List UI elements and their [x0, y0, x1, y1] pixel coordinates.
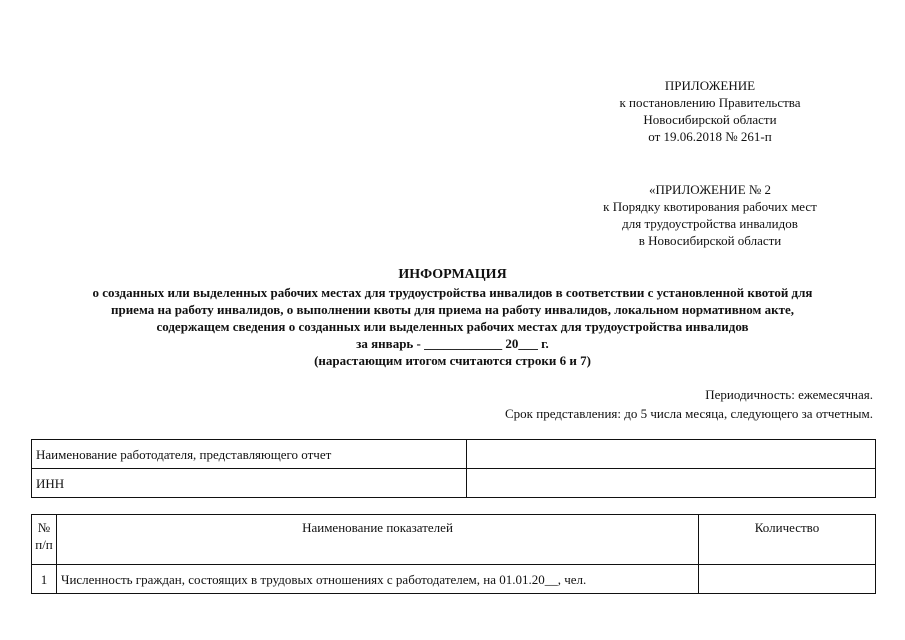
- appendix-2-block: [560, 181, 860, 249]
- periodicity-text: Периодичность: ежемесячная.: [705, 387, 873, 402]
- appendix-line: к постановлению Правительства: [619, 95, 801, 110]
- appendix-block: [560, 77, 860, 145]
- employer-table: [31, 439, 876, 498]
- quantity-field[interactable]: [699, 565, 876, 594]
- deadline-text: Срок представления: до 5 числа месяца, следующего за отчетным.: [505, 406, 873, 421]
- table-row: [32, 565, 876, 594]
- inn-field[interactable]: [467, 469, 876, 498]
- appendix-2-line: к Порядку квотирования рабочих мест: [603, 199, 817, 214]
- column-header-number: № п/п: [32, 515, 57, 565]
- indicators-table: [31, 514, 876, 594]
- heading-line: о созданных или выделенных рабочих местах для трудоустройства инвалидов в соответствии с установленной квотой для: [92, 285, 813, 300]
- row-number: 1: [32, 565, 57, 594]
- appendix-2-title: «ПРИЛОЖЕНИЕ № 2: [648, 182, 772, 197]
- employer-name-field[interactable]: [467, 440, 876, 469]
- report-period: за январь - ____________ 20___ г.: [356, 336, 549, 351]
- table-row: [32, 440, 876, 469]
- document-heading: [20, 266, 885, 369]
- appendix-title: ПРИЛОЖЕНИЕ: [664, 78, 756, 93]
- appendix-2-line: в Новосибирской области: [638, 233, 782, 248]
- employer-name-label: Наименование работодателя, представляющего отчет: [32, 440, 467, 469]
- appendix-line: Новосибирской области: [643, 112, 777, 127]
- indicator-name: Численность граждан, состоящих в трудовых отношениях с работодателем, на 01.01.20__, чел.: [57, 565, 699, 594]
- table-row: [32, 469, 876, 498]
- heading-note: (нарастающим итогом считаются строки 6 и 7): [314, 353, 591, 368]
- column-header-indicator: Наименование показателей: [57, 515, 699, 565]
- document-title: ИНФОРМАЦИЯ: [398, 267, 507, 282]
- column-header-quantity: Количество: [699, 515, 876, 565]
- heading-line: содержащем сведения о созданных или выделенных рабочих местах для трудоустройства инвалидов: [156, 319, 749, 334]
- appendix-date: от 19.06.2018 № 261-п: [648, 129, 772, 144]
- heading-line: приема на работу инвалидов, о выполнении квоты для приема на работу инвалидов, локальном нормативном акте,: [110, 302, 795, 317]
- appendix-2-line: для трудоустройства инвалидов: [622, 216, 798, 231]
- inn-label: ИНН: [32, 469, 467, 498]
- table-header-row: [32, 515, 876, 565]
